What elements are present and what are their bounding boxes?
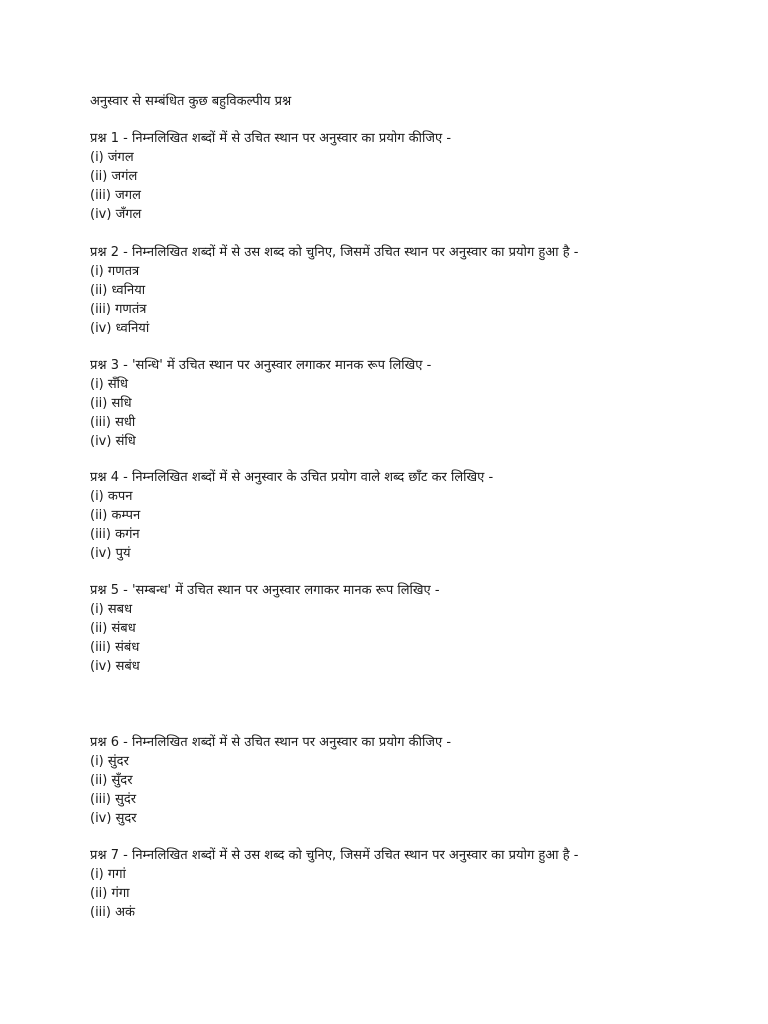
option-iv: (iv) पुयं	[90, 546, 131, 561]
question-text: प्रश्न 7 - निम्नलिखित शब्दों में से उस शब्द को चुनिए, जिसमें उचित स्थान पर अनुस्वार का प्रयोग हुआ है -	[90, 848, 579, 863]
question-4	[90, 468, 730, 563]
option-iii: (iii) सुदंर	[90, 792, 137, 807]
question-2	[90, 243, 730, 338]
option-iii: (iii) जगल	[90, 188, 141, 203]
question-text: प्रश्न 6 - निम्नलिखित शब्दों में से उचित स्थान पर अनुस्वार का प्रयोग कीजिए -	[90, 735, 452, 750]
question-3	[90, 356, 730, 451]
option-iv: (iv) सुदर	[90, 811, 137, 826]
option-iv: (iv) संधि	[90, 434, 136, 449]
option-ii: (ii) जगंल	[90, 169, 138, 184]
option-i: (i) जंगल	[90, 150, 134, 165]
question-text: प्रश्न 2 - निम्नलिखित शब्दों में से उस शब्द को चुनिए, जिसमें उचित स्थान पर अनुस्वार का प्रयोग हुआ है -	[90, 245, 579, 260]
document-title: अनुस्वार से सम्बंधित कुछ बहुविकल्पीय प्रश्न	[90, 94, 292, 109]
question-text: प्रश्न 1 - निम्नलिखित शब्दों में से उचित स्थान पर अनुस्वार का प्रयोग कीजिए -	[90, 131, 452, 146]
question-text: प्रश्न 3 - 'सन्धि' में उचित स्थान पर अनुस्वार लगाकर मानक रूप लिखिए -	[90, 358, 432, 373]
option-ii: (ii) गंगा	[90, 886, 130, 901]
question-text: प्रश्न 4 - निम्नलिखित शब्दों में से अनुस्वार के उचित प्रयोग वाले शब्द छाँट कर लिखिए -	[90, 470, 494, 485]
option-i: (i) सुंदर	[90, 754, 129, 769]
option-i: (i) कपन	[90, 489, 133, 504]
option-ii: (ii) ध्वनिया	[90, 283, 146, 298]
option-iii: (iii) सधी	[90, 415, 136, 430]
option-i: (i) सबध	[90, 602, 133, 617]
question-1	[90, 129, 730, 224]
option-iii: (iii) कगंन	[90, 527, 140, 542]
question-6	[90, 733, 730, 828]
option-iii: (iii) संबंध	[90, 640, 140, 655]
option-i: (i) सँधि	[90, 377, 129, 392]
question-text: प्रश्न 5 - 'सम्बन्ध' में उचित स्थान पर अनुस्वार लगाकर मानक रूप लिखिए -	[90, 583, 440, 598]
option-ii: (ii) संबध	[90, 621, 136, 636]
option-ii: (ii) कम्पन	[90, 508, 141, 523]
option-iv: (iv) ध्वनियां	[90, 321, 150, 336]
option-i: (i) गगां	[90, 867, 126, 882]
option-iv: (iv) सबंध	[90, 659, 140, 674]
question-7	[90, 846, 730, 922]
option-i: (i) गणतत्र	[90, 264, 140, 279]
option-ii: (ii) सुँदर	[90, 773, 133, 788]
option-iii: (iii) अकं	[90, 905, 136, 920]
option-iv: (iv) जँगल	[90, 207, 142, 222]
option-iii: (iii) गणतंत्र	[90, 302, 147, 317]
question-5	[90, 581, 730, 676]
option-ii: (ii) सधि	[90, 396, 132, 411]
